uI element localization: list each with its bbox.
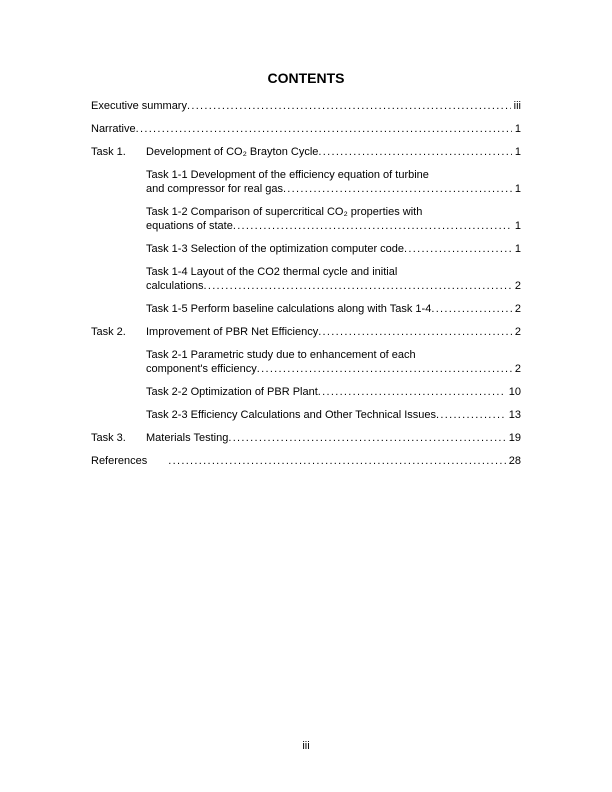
toc-entry-number: Task 3. bbox=[91, 432, 126, 444]
toc-entry-narrative bbox=[91, 122, 521, 136]
toc-entry-task-1 bbox=[91, 145, 521, 159]
toc-entry-label: Executive summary bbox=[91, 100, 187, 112]
dot-leader bbox=[233, 219, 512, 233]
dot-leader bbox=[404, 242, 512, 256]
toc-entry-label-continued: and compressor for real gas bbox=[146, 183, 283, 195]
toc-entry-label-continued: equations of state bbox=[146, 220, 233, 232]
contents-title: CONTENTS bbox=[267, 70, 345, 86]
toc-page-ref: 19 bbox=[508, 432, 521, 444]
toc-page-ref: 28 bbox=[508, 455, 521, 467]
toc-entry-references bbox=[91, 454, 521, 468]
toc-entry-label: Task 1-1 Development of the efficiency equation of turbine bbox=[146, 169, 429, 181]
toc-page-ref: 1 bbox=[514, 123, 521, 135]
toc-entry-label: Task 2-2 Optimization of PBR Plant bbox=[146, 386, 318, 398]
toc-entry-label: Task 2-1 Parametric study due to enhancement of each bbox=[146, 349, 416, 361]
toc-page-ref: 2 bbox=[514, 303, 521, 315]
dot-leader bbox=[431, 302, 512, 316]
toc-page-ref: 1 bbox=[514, 220, 521, 232]
toc-entry-executive-summary bbox=[91, 99, 521, 113]
dot-leader bbox=[257, 362, 512, 376]
toc-page-ref: 2 bbox=[514, 326, 521, 338]
toc-page-ref: iii bbox=[513, 100, 521, 112]
toc-entry-label: References bbox=[91, 455, 148, 467]
toc-page-ref: 2 bbox=[514, 363, 521, 375]
toc-entry-task-1-4 bbox=[91, 265, 521, 293]
dot-leader bbox=[228, 431, 505, 445]
dot-leader bbox=[318, 385, 506, 399]
toc-entry-task-2 bbox=[91, 325, 521, 339]
dot-leader bbox=[318, 145, 511, 159]
toc-page-ref: 10 bbox=[508, 386, 521, 398]
toc-entry-task-2-3 bbox=[91, 408, 521, 422]
toc-entry-label: Task 2-3 Efficiency Calculations and Other Technical Issues bbox=[146, 409, 437, 421]
toc-entry-label-continued: calculations bbox=[146, 280, 204, 292]
toc-entry-label: Task 1-4 Layout of the CO2 thermal cycle and initial bbox=[146, 266, 398, 278]
dot-leader bbox=[203, 279, 511, 293]
toc-entry-number: Task 2. bbox=[91, 326, 126, 338]
dot-leader bbox=[136, 122, 512, 136]
toc-entry-task-2-2 bbox=[91, 385, 521, 399]
toc-entry-label: Development of CO₂ Brayton Cycle bbox=[146, 146, 319, 158]
toc-entry-task-3 bbox=[91, 431, 521, 445]
dot-leader bbox=[168, 454, 505, 468]
toc-entry-task-1-2 bbox=[91, 205, 521, 233]
toc-entry-label: Task 1-2 Comparison of supercritical CO₂ properties with bbox=[146, 206, 423, 218]
toc-page-ref: 1 bbox=[514, 243, 521, 255]
toc-entry-label: Improvement of PBR Net Efficiency bbox=[146, 326, 319, 338]
toc-page-ref: 13 bbox=[508, 409, 521, 421]
dot-leader bbox=[318, 325, 512, 339]
toc-entry-task-1-3 bbox=[91, 242, 521, 256]
toc-entry-number: Task 1. bbox=[91, 146, 126, 158]
toc-entry-task-1-1 bbox=[91, 168, 521, 196]
toc-entry-task-2-1 bbox=[91, 348, 521, 376]
dot-leader bbox=[283, 182, 512, 196]
toc-entry-task-1-5 bbox=[91, 302, 521, 316]
toc-page-ref: 1 bbox=[514, 146, 521, 158]
toc-entry-label: Materials Testing bbox=[146, 432, 229, 444]
dot-leader bbox=[187, 99, 511, 113]
toc-page-ref: 2 bbox=[514, 280, 521, 292]
toc-page-ref: 1 bbox=[514, 183, 521, 195]
toc-entry-label: Task 1-3 Selection of the optimization computer code bbox=[146, 243, 405, 255]
page-number-footer: iii bbox=[302, 740, 310, 752]
toc-entry-label: Task 1-5 Perform baseline calculations along with Task 1-4 bbox=[146, 303, 432, 315]
dot-leader bbox=[436, 408, 506, 422]
toc-entry-label: Narrative bbox=[91, 123, 136, 135]
toc-entry-label-continued: component's efficiency bbox=[146, 363, 257, 375]
